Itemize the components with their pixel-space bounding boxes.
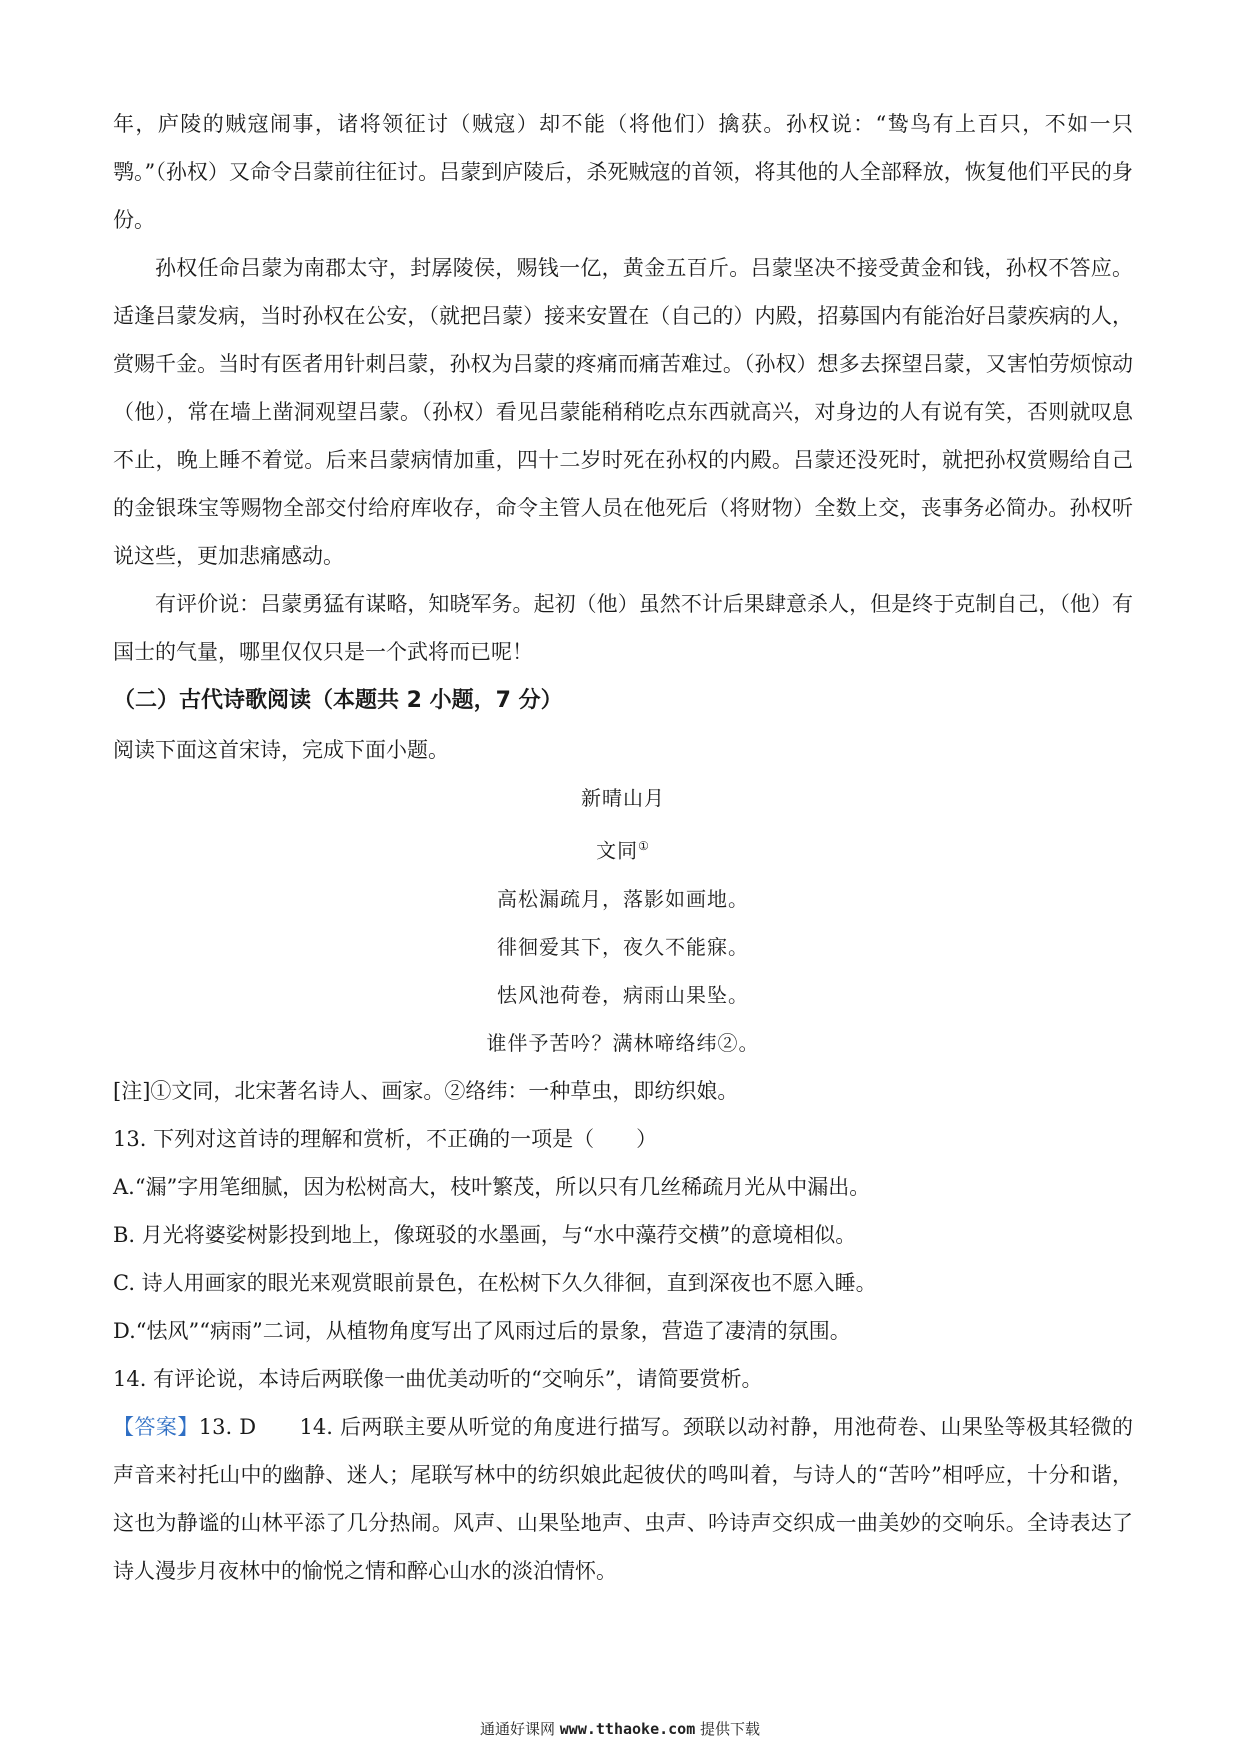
poem-line-1: 高松漏疏月，落影如画地。 <box>497 886 749 911</box>
page-footer <box>0 1718 1240 1739</box>
question-14-stem: 14. 有评论说，本诗后两联像一曲优美动听的“交响乐”，请简要赏析。 <box>113 1366 763 1391</box>
answer-text: 13. D 14. 后两联主要从听觉的角度进行描写。颈联以动衬静，用池荷卷、山果坠等极其轻微的声音来衬托山中的幽静、迷人；尾联写林中的纺织娘此起彼伏的鸣叫着，与诗人的“苦吟”相呼应，十分和谐，这也为静谧的山林平添了几分热闹。风声、山果坠地声、虫声、吟诗声交织成一曲美妙的交响乐。全诗表达了诗人漫步月夜林中的愉悦之情和醉心山水的淡泊情怀。 <box>113 1414 1133 1583</box>
translation-paragraph-1: 年，庐陵的贼寇闹事，诸将领征讨（贼寇）却不能（将他们）擒获。孙权说：“鸷鸟有上百只，不如一只鹗。”（孙权）又命令吕蒙前往征讨。吕蒙到庐陵后，杀死贼寇的首领，将其他的人全部释放，恢复他们平民的身份。 <box>113 112 1133 232</box>
question-13-option-d: D.“怯风”“病雨”二词，从植物角度写出了风雨过后的景象，营造了凄清的氛围。 <box>113 1318 851 1343</box>
translation-paragraph-3: 有评价说：吕蒙勇猛有谋略，知晓军务。起初（他）虽然不计后果肆意杀人，但是终于克制自己，（他）有国士的气量，哪里仅仅只是一个武将而已呢！ <box>113 592 1133 664</box>
question-13-option-a: A.“漏”字用笔细腻，因为松树高大，枝叶繁茂，所以只有几丝稀疏月光从中漏出。 <box>113 1174 871 1199</box>
footer-suffix: 提供下载 <box>700 1720 761 1738</box>
poem-line-4: 谁伴予苦吟？满林啼络纬②。 <box>486 1030 760 1055</box>
poem-note: [注]①文同，北宋著名诗人、画家。②络纬：一种草虫，即纺织娘。 <box>113 1078 739 1103</box>
poem-line-3: 怯风池荷卷，病雨山果坠。 <box>497 982 749 1007</box>
poem-line-2: 徘徊爱其下，夜久不能寐。 <box>497 934 749 959</box>
poem-title: 新晴山月 <box>581 786 665 810</box>
answer-paragraph <box>113 1403 1133 1595</box>
poem-author-line <box>113 822 1133 875</box>
translation-paragraph-2: 孙权任命吕蒙为南郡太守，封孱陵侯，赐钱一亿，黄金五百斤。吕蒙坚决不接受黄金和钱，孙权不答应。适逢吕蒙发病，当时孙权在公安，（就把吕蒙）接来安置在（自己的）内殿，招募国内有能治好吕蒙疾病的人，赏赐千金。当时有医者用针刺吕蒙，孙权为吕蒙的疼痛而痛苦难过。（孙权）想多去探望吕蒙，又害怕劳烦惊动（他），常在墙上凿洞观望吕蒙。（孙权）看见吕蒙能稍稍吃点东西就高兴，对身边的人有说有笑，否则就叹息不止，晚上睡不着觉。后来吕蒙病情加重，四十二岁时死在孙权的内殿。吕蒙还没死时，就把孙权赏赐给自己的金银珠宝等赐物全部交付给府库收存，命令主管人员在他死后（将财物）全数上交，丧事务必简办。孙权听说这些，更加悲痛感动。 <box>113 256 1133 568</box>
page-content <box>113 100 1133 1595</box>
question-13-option-b: B. 月光将婆娑树影投到地上，像斑驳的水墨画，与“水中藻荇交横”的意境相似。 <box>113 1222 857 1247</box>
footer-site-name: 通通好课网 <box>479 1720 555 1738</box>
section-title-poetry: （二）古代诗歌阅读（本题共 2 小题，7 分） <box>113 688 563 713</box>
section-instruction: 阅读下面这首宋诗，完成下面小题。 <box>113 738 449 762</box>
question-13-stem: 13. 下列对这首诗的理解和赏析，不正确的一项是（ ） <box>113 1126 658 1151</box>
question-13-option-c: C. 诗人用画家的眼光来观赏眼前景色，在松树下久久徘徊，直到深夜也不愿入睡。 <box>113 1270 877 1295</box>
poem-author-footnote-mark: ① <box>638 839 650 853</box>
poem-author: 文同 <box>596 838 639 863</box>
footer-url: www.tthaoke.com <box>559 1720 696 1738</box>
poem-block <box>113 774 1133 1067</box>
answer-tag: 【答案】 <box>113 1414 199 1439</box>
